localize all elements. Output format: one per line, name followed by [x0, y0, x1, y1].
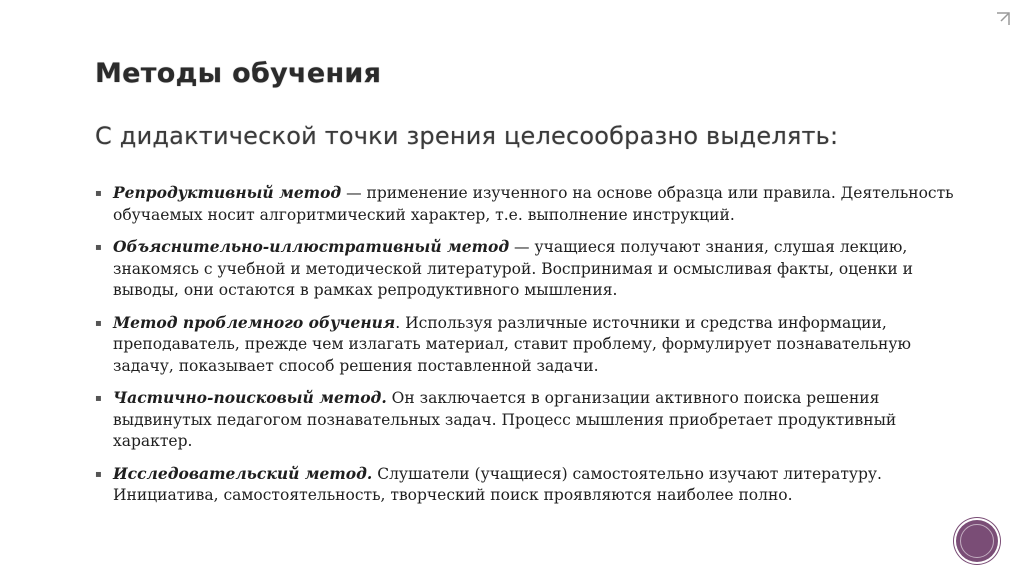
method-description: — применение изученного на основе образца или правила. Деятельность обучаемых носит алгоритмический характер, т.е. выполнение инструкций.: [113, 184, 954, 224]
method-description: . Используя различные источники и средства информации, преподаватель, прежде чем излагать материал, ставит проблему, формулирует познавательную задачу, показывает способ решения поставленной задачи.: [113, 313, 911, 375]
method-term: Метод проблемного обучения: [113, 312, 396, 332]
slide-title: Методы обучения: [95, 58, 382, 89]
list-item: [95, 236, 955, 302]
method-description: — учащиеся получают знания, слушая лекцию, знакомясь с учебной и методической литературой. Воспринимая и осмысливая факты, оценки и выводы, они остаются в рамках репродуктивного мышления.: [113, 238, 913, 299]
method-term: Исследовательский метод.: [113, 463, 373, 483]
bullet-icon: ▪: [95, 468, 102, 480]
method-term: Репродуктивный метод: [113, 183, 342, 202]
corner-mark-icon: [996, 12, 1010, 26]
bullet-icon: ▪: [95, 242, 102, 253]
bullet-icon: ▪: [95, 188, 102, 199]
list-item: [95, 312, 955, 378]
method-term: Объяснительно-иллюстративный метод: [113, 237, 510, 256]
method-description: Слушатели (учащиеся) самостоятельно изучают литературу. Инициатива, самостоятельность, творческий поиск проявляются наиболее полно.: [113, 464, 882, 504]
slide-number-badge: [956, 520, 998, 562]
methods-list: [95, 182, 955, 517]
method-description: Он заключается в организации активного поиска решения выдвинутых педагогом познавательных задач. Процесс мышления приобретает продуктивный характер.: [113, 389, 897, 450]
list-item: [95, 463, 955, 507]
list-item: [95, 387, 955, 453]
bullet-icon: ▪: [95, 393, 102, 404]
slide-subtitle: С дидактической точки зрения целесообразно выделять:: [95, 122, 839, 150]
bullet-icon: ▪: [95, 317, 102, 329]
method-term: Частично-поисковый метод.: [113, 388, 387, 407]
list-item: [95, 182, 955, 226]
